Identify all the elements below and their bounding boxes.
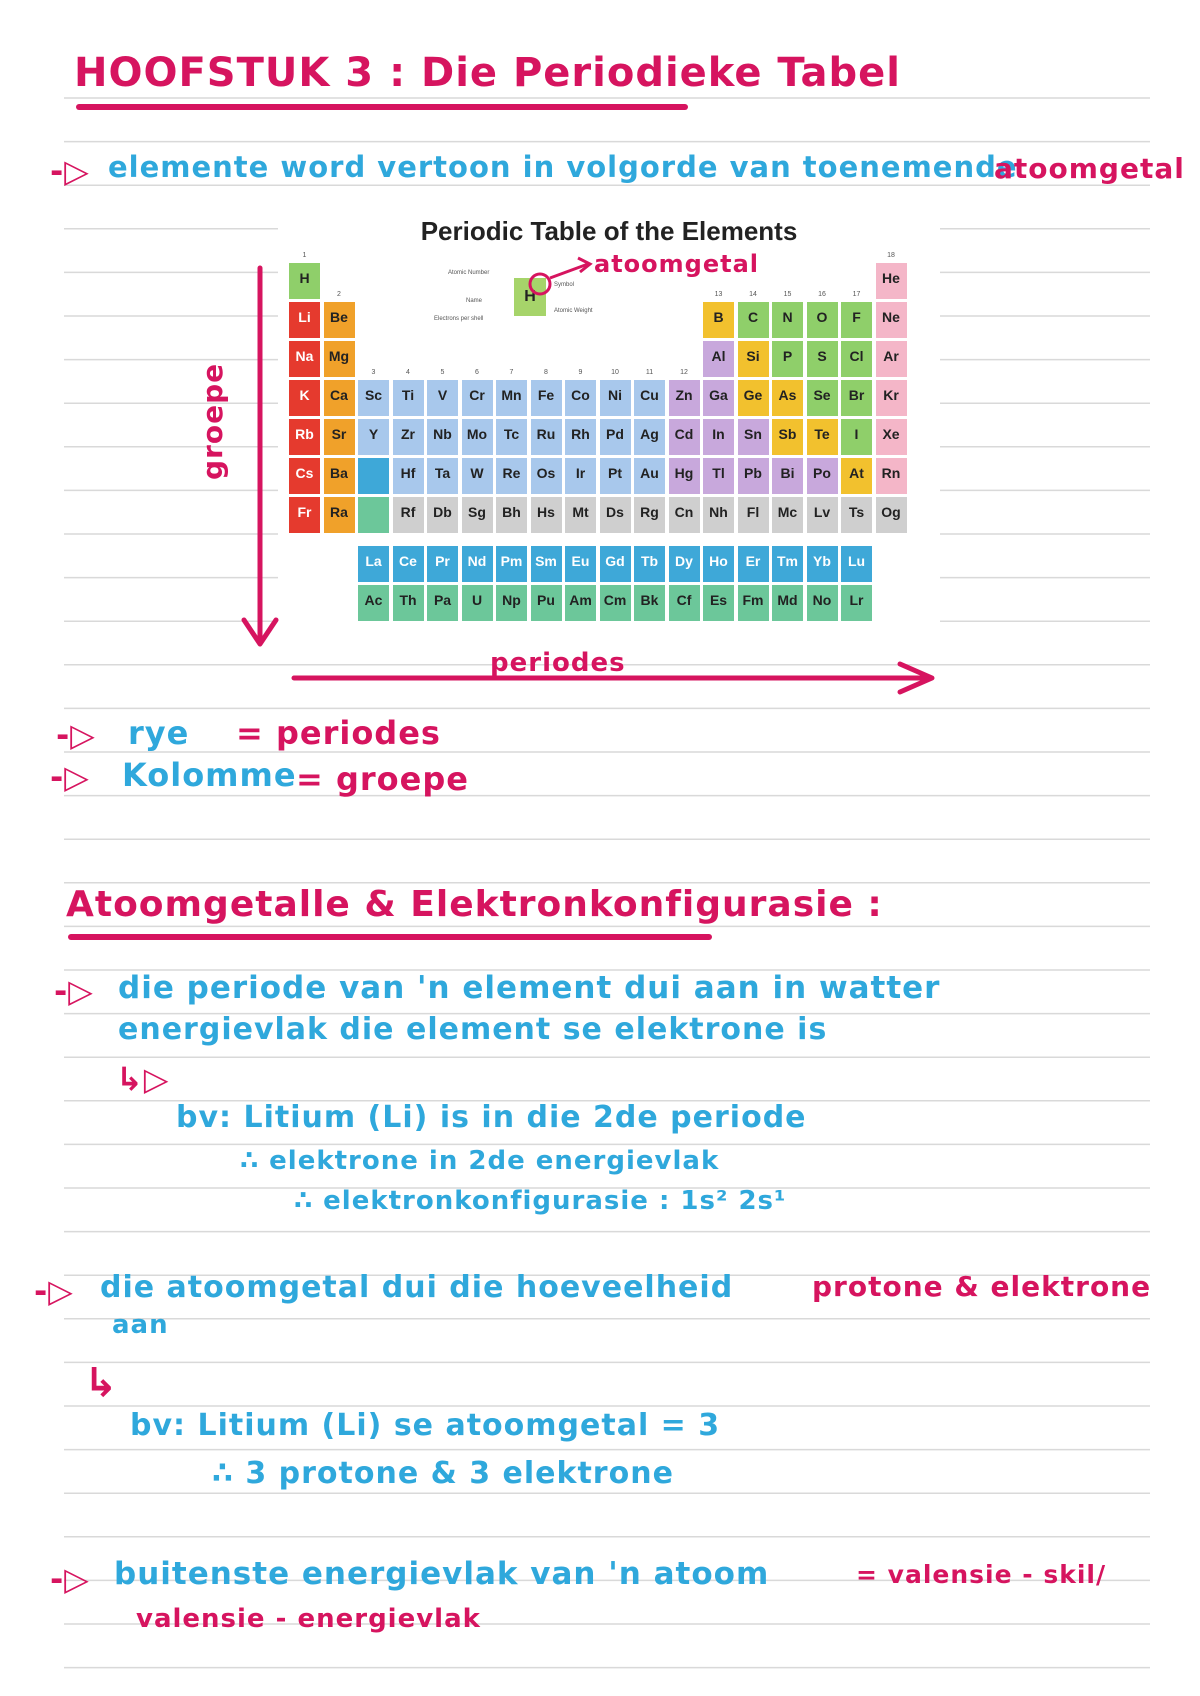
group-number: 12 [680,369,688,376]
element-cell-I: I [840,418,873,456]
element-cell-Ca: Ca [323,379,356,417]
p3-line1-pink: = valensie - skil/ [856,1560,1107,1589]
element-cell-Cl: Cl [840,340,873,378]
element-cell-Cr: Cr [461,379,494,417]
group-number: 15 [783,291,792,298]
element-cell-Nb: Nb [426,418,459,456]
element-cell-Ne: Ne [875,301,908,339]
element-cell-Db: Db [426,496,459,534]
element-cell-Pr: Pr [426,545,459,583]
element-cell-F: F [840,301,873,339]
p2-line2: aan [112,1310,169,1340]
element-cell-Mc: Mc [771,496,804,534]
ex2-line1: bv: Litium (Li) se atoomgetal = 3 [130,1408,721,1443]
p2-line1: die atoomgetal dui die hoeveelheid [100,1270,734,1305]
element-cell-Al: Al [702,340,735,378]
element-cell-Nh: Nh [702,496,735,534]
element-cell-Sm: Sm [530,545,563,583]
group-number: 16 [818,291,826,298]
element-cell-Co: Co [564,379,597,417]
element-cell-Ho: Ho [702,545,735,583]
element-cell-Li: Li [288,301,321,339]
element-cell-Au: Au [633,457,666,495]
element-cell-Na: Na [288,340,321,378]
element-cell-K: K [288,379,321,417]
note-kolomme-groepe: = groepe [296,760,469,798]
element-cell-No: No [806,584,839,622]
group-number: 11 [645,369,654,376]
bullet-arrow: -▷ [50,152,90,190]
note-rye-periodes: = periodes [236,714,441,752]
element-cell-Re: Re [495,457,528,495]
element-cell-Cf: Cf [668,584,701,622]
element-cell-Ga: Ga [702,379,735,417]
element-cell-Bk: Bk [633,584,666,622]
element-cell-Mg: Mg [323,340,356,378]
ex1-line3: ∴ elektronkonfigurasie : 1s² 2s¹ [294,1186,787,1216]
element-cell-Ds: Ds [599,496,632,534]
element-cell-Sr: Sr [323,418,356,456]
group-number: 5 [440,369,445,376]
group-number: 8 [544,369,548,376]
element-cell-Be: Be [323,301,356,339]
p3-line1: buitenste energievlak van 'n atoom [114,1556,770,1592]
section-heading: Atoomgetalle & Elektronkonfigurasie : [66,884,883,925]
element-cell-Fr: Fr [288,496,321,534]
element-cell-U: U [461,584,494,622]
element-cell-Th: Th [392,584,425,622]
element-cell-Mn: Mn [495,379,528,417]
element-cell-Kr: Kr [875,379,908,417]
element-cell-Zn: Zn [668,379,701,417]
element-cell-P: P [771,340,804,378]
element-cell-Tl: Tl [702,457,735,495]
bullet-arrow: -▷ [50,758,90,796]
group-number: 17 [852,291,861,298]
element-cell-B: B [702,301,735,339]
element-cell-Mo: Mo [461,418,494,456]
element-cell-Es: Es [702,584,735,622]
element-cell-Fl: Fl [737,496,770,534]
element-cell-Cn: Cn [668,496,701,534]
element-cell-Pa: Pa [426,584,459,622]
element-cell-Po: Po [806,457,839,495]
annotation-atoomgetal: atoomgetal [594,250,760,278]
element-cell-Sb: Sb [771,418,804,456]
ex1-line1: bv: Litium (Li) is in die 2de periode [176,1100,807,1135]
element-cell-W: W [461,457,494,495]
element-cell-He: He [875,262,908,300]
element-cell-Te: Te [806,418,839,456]
legend-label: Atomic Number [448,270,490,276]
element-cell-La: La [357,545,390,583]
legend-label: Name [466,298,483,304]
element-cell-Sg: Sg [461,496,494,534]
element-cell-Ni: Ni [599,379,632,417]
page-title: HOOFSTUK 3 : Die Periodieke Tabel [74,50,901,96]
element-cell-Cm: Cm [599,584,632,622]
group-number: 14 [749,291,757,298]
element-cell-Ir: Ir [564,457,597,495]
element-cell-Hs: Hs [530,496,563,534]
element-cell-Pd: Pd [599,418,632,456]
bullet-arrow: -▷ [56,716,96,754]
group-number: 6 [475,369,479,376]
group-number: 1 [302,252,307,259]
element-cell-Ge: Ge [737,379,770,417]
element-cell-Rg: Rg [633,496,666,534]
p3-line2: valensie - energievlak [136,1604,481,1634]
periodic-table-title: Periodic Table of the Elements [420,216,798,246]
element-cell-Cu: Cu [633,379,666,417]
p2-line1-pink: protone & elektrone [812,1270,1152,1303]
group-number: 18 [887,252,895,259]
element-cell-Lv: Lv [806,496,839,534]
bullet-arrow: -▷ [50,1560,90,1598]
element-cell-Hg: Hg [668,457,701,495]
element-cell-Pm: Pm [495,545,528,583]
element-cell-Sc: Sc [357,379,390,417]
element-cell-Ac: Ac [357,584,390,622]
element-cell-Rb: Rb [288,418,321,456]
note-rye: rye [128,714,190,752]
element-cell-At: At [840,457,873,495]
element-cell-Gd: Gd [599,545,632,583]
element-cell-Er: Er [737,545,770,583]
element-cell-Ra: Ra [323,496,356,534]
element-cell-Ce: Ce [392,545,425,583]
element-cell-As: As [771,379,804,417]
group-number: 7 [509,369,514,376]
element-cell-Xe: Xe [875,418,908,456]
element-cell-Tm: Tm [771,545,804,583]
element-cell-Nd: Nd [461,545,494,583]
element-cell-Eu: Eu [564,545,597,583]
element-cell-H: H [288,262,321,300]
element-cell-Os: Os [530,457,563,495]
element-cell-Hf: Hf [392,457,425,495]
label-periodes: periodes [490,648,626,678]
element-cell-Sn: Sn [737,418,770,456]
legend-label: Electrons per shell [434,316,484,322]
note-atoomgetal: atoomgetal [994,152,1185,185]
element-cell-O: O [806,301,839,339]
element-cell-Ag: Ag [633,418,666,456]
element-cell-S: S [806,340,839,378]
element-cell-Tc: Tc [495,418,528,456]
element-cell-Am: Am [564,584,597,622]
bullet-arrow: -▷ [34,1272,74,1310]
element-cell-Ar: Ar [875,340,908,378]
element-cell-N: N [771,301,804,339]
label-groepe: groepe [196,362,229,480]
element-cell-Cd: Cd [668,418,701,456]
element-cell-Cs: Cs [288,457,321,495]
element-cell-Ta: Ta [426,457,459,495]
element-cell-V: V [426,379,459,417]
group-number: 13 [714,291,723,298]
element-cell-Se: Se [806,379,839,417]
element-cell-Ru: Ru [530,418,563,456]
group-number: 9 [578,369,583,376]
element-cell-Fe: Fe [530,379,563,417]
element-cell-Yb: Yb [806,545,839,583]
element-cell-Y: Y [357,418,390,456]
element-cell-Dy: Dy [668,545,701,583]
element-cell-Lr: Lr [840,584,873,622]
element-cell-Ba: Ba [323,457,356,495]
group-number: 2 [337,291,341,298]
element-cell-Rh: Rh [564,418,597,456]
element-cell-Pt: Pt [599,457,632,495]
element-cell-Zr: Zr [392,418,425,456]
element-cell-Pu: Pu [530,584,563,622]
note-kolomme: Kolomme [122,756,297,794]
element-cell-In: In [702,418,735,456]
element-cell-Bi: Bi [771,457,804,495]
atomic-number-circle [530,274,550,294]
element-cell-Rn: Rn [875,457,908,495]
ex2-line2: ∴ 3 protone & 3 elektrone [212,1456,674,1491]
group-number: 10 [611,369,619,376]
legend-example-cell: H [514,278,546,316]
example-arrow: ↳ [84,1360,119,1406]
legend-label: Atomic Weight [554,308,593,314]
example-arrow: ↳▷ [116,1060,170,1098]
element-cell-Ti: Ti [392,379,425,417]
element-cell-Br: Br [840,379,873,417]
section-heading-underline [68,934,712,940]
element-cell-Bh: Bh [495,496,528,534]
element-cell-Tb: Tb [633,545,666,583]
element-cell-Mt: Mt [564,496,597,534]
element-cell-Ts: Ts [840,496,873,534]
element-cell-Si: Si [737,340,770,378]
p1-line2: energievlak die element se elektrone is [118,1012,828,1047]
note-elements-order: elemente word vertoon in volgorde van toenemende [108,150,1018,184]
element-cell-C: C [737,301,770,339]
element-cell-Og: Og [875,496,908,534]
bullet-arrow: -▷ [54,972,94,1010]
element-cell-Lu: Lu [840,545,873,583]
element-cell-Rf: Rf [392,496,425,534]
element-cell-Np: Np [495,584,528,622]
p1-line1: die periode van 'n element dui aan in watter [118,970,941,1006]
element-cell-Md: Md [771,584,804,622]
legend-label: Symbol [554,282,575,288]
ex1-line2: ∴ elektrone in 2de energievlak [240,1146,720,1176]
group-number: 4 [406,369,410,376]
group-number: 3 [371,369,376,376]
element-cell-Fm: Fm [737,584,770,622]
element-cell-Pb: Pb [737,457,770,495]
